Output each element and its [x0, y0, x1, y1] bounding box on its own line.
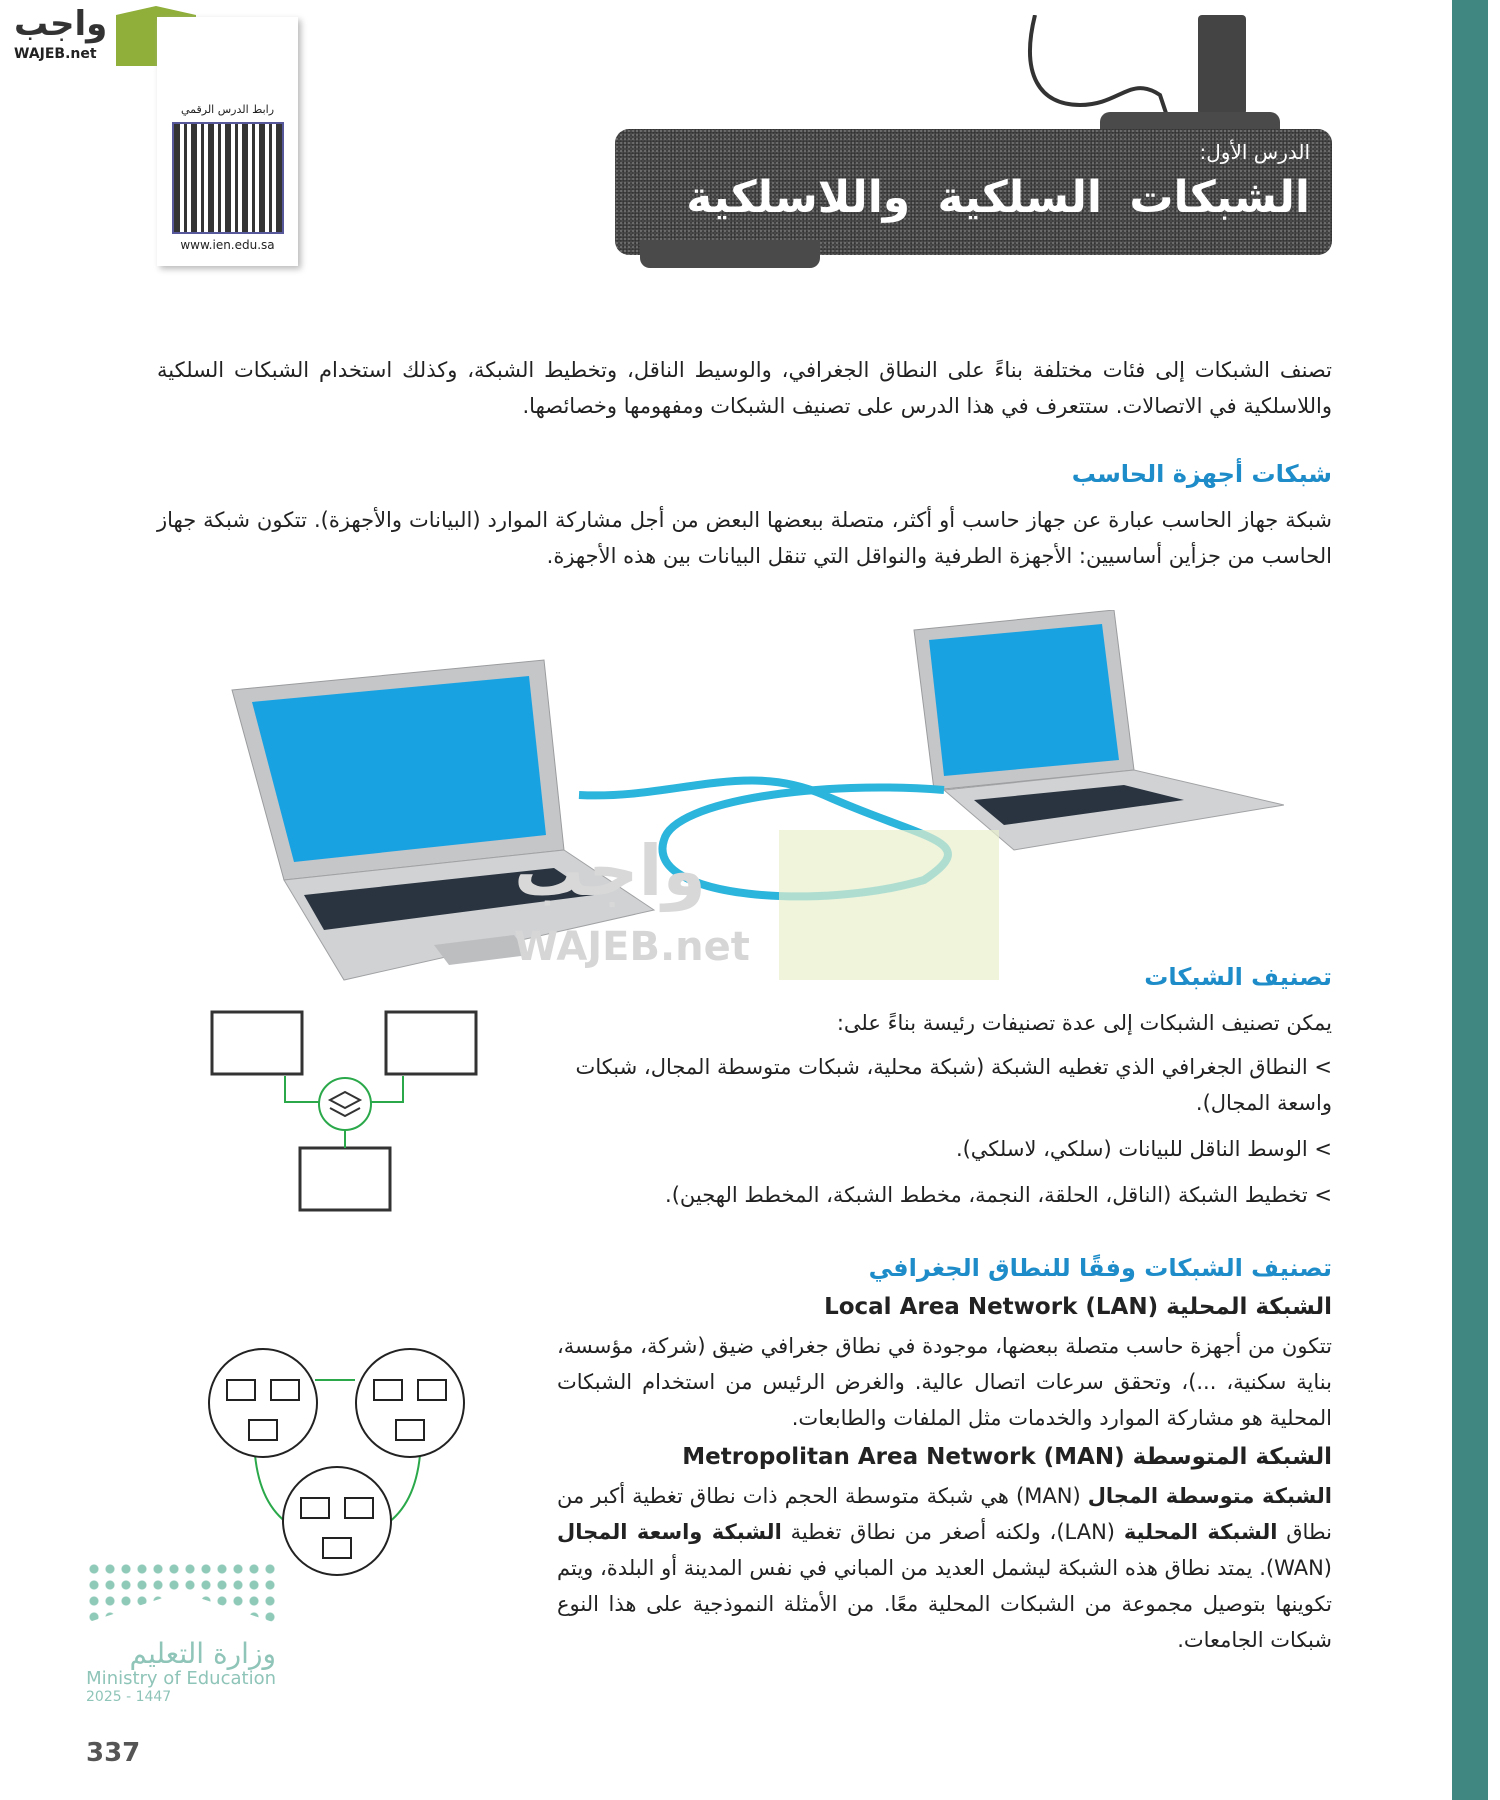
- ministry-name-en: Ministry of Education: [86, 1668, 276, 1689]
- qr-card[interactable]: [157, 17, 298, 266]
- qr-url[interactable]: www.ien.edu.sa: [180, 238, 275, 252]
- list-item: > الوسط الناقل للبيانات (سلكي، لاسلكي).: [955, 1137, 1332, 1161]
- qr-label: رابط الدرس الرقمي: [180, 103, 275, 116]
- ministry-name-ar: وزارة التعليم: [129, 1637, 276, 1670]
- list-item: > النطاق الجغرافي الذي تغطيه الشبكة (شبكة محلية، شبكات متوسطة المجال، شبكات واسعة المجال).: [575, 1055, 1332, 1115]
- watermark-en: WAJEB.net: [514, 924, 750, 970]
- list-item: > تخطيط الشبكة (الناقل، الحلقة، النجمة، مخطط الشبكة، المخطط الهجين).: [665, 1183, 1332, 1207]
- page-title: الشبكات السلكية واللاسلكية: [686, 172, 1310, 223]
- ministry-dots-icon: [86, 1561, 276, 1623]
- lesson-number: الدرس الأول:: [1199, 140, 1310, 164]
- page-edge-band: [1452, 0, 1488, 1800]
- lan-heading: الشبكة المحلية (Local Area Network (LAN: [824, 1294, 1332, 1320]
- ministry-year: 2025 - 1447: [86, 1689, 172, 1705]
- lan-paragraph: تتكون من أجهزة حاسب متصلة ببعضها، موجودة في نطاق جغرافي ضيق (شركة، مؤسسة، بناية سكنية، ...)، وتحقق سرعات اتصال عالية. والغرض الرئيس من استخدام الشبكات المحلية هو مشاركة الموارد والخدمات مثل الملفات والطابعات.: [557, 1334, 1332, 1430]
- laptop-right-icon: [914, 610, 1284, 850]
- section-heading-geographic: تصنيف الشبكات وفقًا للنطاق الجغرافي: [868, 1254, 1332, 1282]
- laptops-illustration: [224, 610, 1284, 990]
- watermark-book-icon: [779, 830, 999, 980]
- watermark-ar: واجب: [514, 830, 707, 912]
- banner-tab: [640, 240, 820, 268]
- logo-text-ar: واجب: [14, 4, 108, 44]
- man-diagram-icon: [205, 1345, 470, 1580]
- intro-paragraph: تصنف الشبكات إلى فئات مختلفة بناءً على النطاق الجغرافي، والوسيط الناقل، وتخطيط الشبكة، وكذلك استخدام الشبكات السلكية واللاسلكية في الاتصالات. ستتعرف في هذا الدرس على تصنيف الشبكات ومفهومها وخصائصها.: [157, 358, 1332, 418]
- plug-icon: [1198, 15, 1246, 115]
- network-diagram-icon: [210, 1010, 485, 1220]
- ministry-logo: [86, 1561, 276, 1705]
- geographic-section: [557, 1254, 1332, 1666]
- page-number: 337: [86, 1738, 141, 1768]
- logo-text-en: WAJEB.net: [14, 46, 97, 62]
- computer-networks-paragraph: شبكة جهاز الحاسب عبارة عن جهاز حاسب أو أكثر، متصلة ببعضها البعض من أجل مشاركة الموارد (البيانات والأجهزة). تتكون شبكة جهاز الحاسب من جزأين أساسيين: الأجهزة الطرفية والنواقل التي تنقل البيانات بين هذه الأجهزة.: [157, 508, 1332, 568]
- man-heading: الشبكة المتوسطة (Metropolitan Area Network (MAN: [682, 1444, 1332, 1470]
- man-paragraph: الشبكة متوسطة المجال (MAN) هي شبكة متوسطة الحجم ذات نطاق تغطية أكبر من نطاق الشبكة المحلية (LAN)، ولكنه أصغر من نطاق تغطية الشبكة واسعة المجال (WAN). يمتد نطاق هذه الشبكة ليشمل العديد من المباني في نفس المدينة أو البلدة، ويتم تكوينها بتوصيل مجموعة من الشبكات المحلية معًا. من الأمثلة النموذجية على هذا النوع شبكات الجامعات.: [557, 1484, 1332, 1652]
- section-heading-computer-networks: شبكات أجهزة الحاسب: [1071, 460, 1332, 488]
- qr-code-icon[interactable]: [172, 122, 284, 234]
- section-heading-classification: تصنيف الشبكات: [1144, 963, 1332, 991]
- classification-intro: يمكن تصنيف الشبكات إلى عدة تصنيفات رئيسة بناءً على:: [836, 1011, 1332, 1035]
